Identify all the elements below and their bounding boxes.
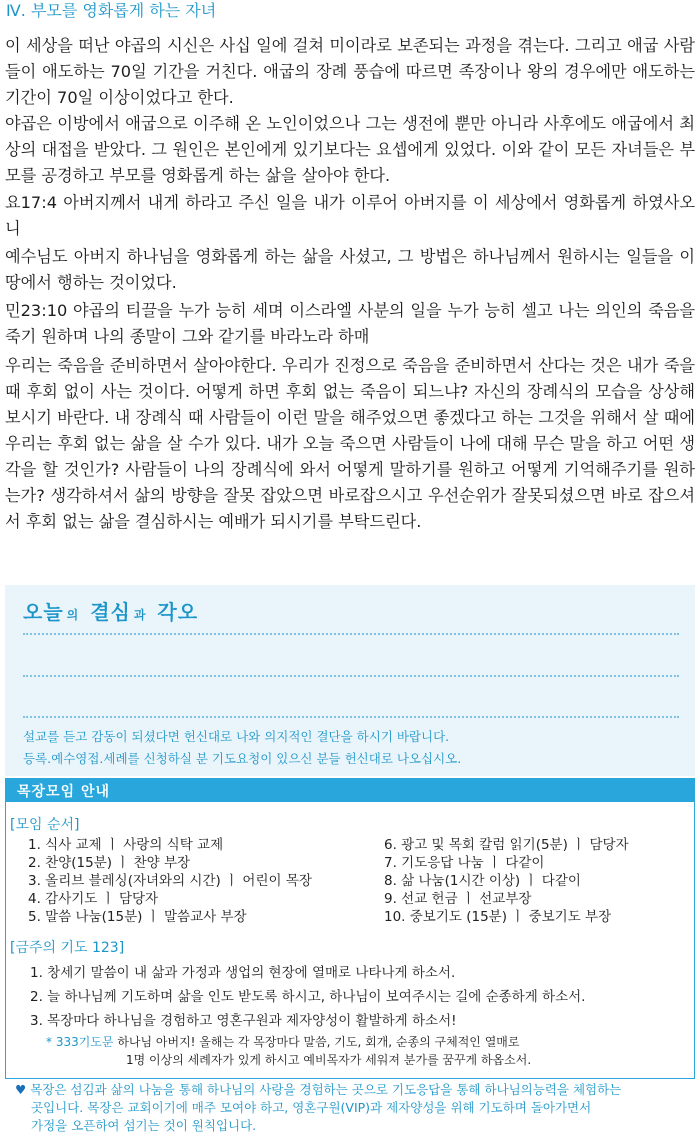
resolve-title-determination: 각오 [157,600,199,624]
order-item: 2. 찬양(15분) ㅣ 찬양 부장 [28,855,191,871]
section-title: Ⅳ. 부모를 영화롭게 하는 자녀 [6,1,217,20]
paragraph-numbers-23-10 [5,298,695,350]
prayer-item: 3. 목장마다 하나님을 경험하고 영혼구원과 제자양성이 활발하게 하소서! [30,1013,457,1029]
resolve-title-resolution: 결심 [90,600,131,624]
order-item: 5. 말씀 나눔(15분) ㅣ 말씀교사 부장 [28,909,247,925]
heart-icon: ♥ [15,1082,27,1097]
order-item: 10. 중보기도 (15분) ㅣ 중보기도 부장 [384,909,612,925]
prayer-item: 2. 늘 하나님께 기도하며 삶을 인도 받도록 하시고, 하나님이 보여주시는 길에 순종하게 하소서. [30,989,586,1005]
paragraph-john-17-4 [5,190,695,242]
bottom-note-text: 목장은 섬김과 삶의 나눔을 통해 하나님의 사랑을 경험하는 곳으로 기도응답을 통해 하나님의능력을 체험하는 [26,1082,622,1097]
prayer-333-text: 1명 이상의 세례자가 있게 하시고 예비목자가 세워져 분가를 꿈꾸게 하옵소서. [126,1053,532,1067]
resolve-note: 설교를 듣고 감동이 되셨다면 헌신대로 나와 의지적인 결단을 하시기 바랍니다. [23,729,450,744]
prayer-333-note [46,1033,531,1069]
order-item: 4. 감사기도 ㅣ 담당자 [28,891,159,907]
resolve-note: 등록.예수영접.세례를 신청하실 분 기도요청이 있으신 분들 헌신대로 나오십시오. [23,751,462,766]
order-item: 6. 광고 및 목회 칼럼 읽기(5분) ㅣ 담당자 [384,837,629,853]
paragraph-text: 민23:10 야곱의 티끌을 누가 능히 세며 이스라엘 사분의 일을 누가 능히 셀고 나는 의인의 죽음을 죽기 원하며 나의 종말이 그와 같기를 바라노라 하매 [5,301,695,346]
order-item: 8. 삶 나눔(1시간 이상) ㅣ 다같이 [384,873,581,889]
resolve-title [23,596,198,625]
bottom-note-text: 곳입니다. 목장은 교회이기에 매주 모여야 하고, 영혼구원(VIP)과 제자양성을 위해 기도하며 돌아가면서 [31,1100,592,1115]
paragraph-text: 야곱은 이방에서 애굽으로 이주해 온 노인이었으나 그는 생전에 뿐만 아니라 사후에도 애굽에서 최상의 대접을 받았다. 그 원인은 본인에게 있기보다는 요셉에게 있었다. 이와 같이 모든 자녀들은 부모를 공경하고 부모를 영화롭게 하는 삶을 살아야 한다. [5,114,695,185]
order-item: 3. 올리브 블레싱(자녀와의 시간) ㅣ 어린이 목장 [28,873,312,889]
paragraph-prepare-death [5,353,695,535]
paragraph-text: 요17:4 아버지께서 내게 하라고 주신 일을 내가 이루어 아버지를 이 세상에서 영화롭게 하였사오니 [5,193,695,238]
writing-line[interactable] [23,675,679,677]
order-list-left [28,836,312,926]
resolve-box [5,585,695,776]
writing-line[interactable] [23,633,679,635]
paragraph-text: 우리는 죽음을 준비하면서 살아야한다. 우리가 진정으로 죽음을 준비하면서 산다는 것은 내가 죽을 때 후회 없이 사는 것이다. 어떻게 하면 후회 없는 죽음이 되느냐? 자신의 장례식의 모습을 상상해보시기 바란다. 내 장례식 때 사람들이 이런 말을 해주었으면 좋겠다고 하는 그것을 위해서 살 때에 우리는 후회 없는 삶을 살 수가 있다. 내가 오늘 죽으면 사람들이 나에 대해 무슨 말을 하고 어떤 생각을 할 것인가? 사람들이 나의 장례식에 와서 어떻게 말하기를 원하고 어떻게 기억해주기를 원하는가? 생각하셔서 삶의 방향을 잘못 잡았으면 바로잡으시고 우선순위가 잘못되셨으면 바로 잡으셔서 후회 없는 삶을 결심하시는 예배가 되시기를 부탁드린다. [5,356,695,531]
order-title: [모임 순서] [10,817,80,833]
paragraph-text: 예수님도 아버지 하나님을 영화롭게 하는 삶을 사셨고, 그 방법은 하나님께서 원하시는 일들을 이 땅에서 행하는 것이었다. [5,247,695,292]
prayer-item: 1. 창세기 말씀이 내 삶과 가정과 생업의 현장에 열매로 나타나게 하소서. [30,965,456,981]
guide-header: 목장모임 안내 [17,784,111,800]
paragraph-jacob-burial [5,33,695,189]
order-item: 9. 선교 헌금 ㅣ 선교부장 [384,891,532,907]
bottom-note [5,1081,695,1135]
resolve-title-particle: 과 [133,608,147,622]
order-list-right [384,836,629,926]
bottom-note-text: 가정을 오픈하여 섬기는 것이 원칙입니다. [31,1118,257,1133]
paragraph-jesus [5,244,695,296]
order-item: 1. 식사 교제 ㅣ 사랑의 식탁 교제 [28,837,224,853]
writing-line[interactable] [23,716,679,718]
guide-header-bar [5,778,695,802]
paragraph-text: 이 세상을 떠난 야곱의 시신은 사십 일에 걸쳐 미이라로 보존되는 과정을 겪는다. 그리고 애굽 사람들이 애도하는 70일 기간을 거친다. 애굽의 장례 풍습에 따르면 족장이나 왕의 경우에만 애도하는 기간이 70일 이상이었다고 한다. [5,36,695,107]
prayer-list [30,961,585,1033]
resolve-title-today: 오늘 [23,600,64,624]
prayer-333-text: 하나님 아버지! 올해는 각 목장마다 말씀, 기도, 회개, 순종의 구체적인 열매로 [113,1035,520,1049]
resolve-title-particle: 의 [66,608,80,622]
order-item: 7. 기도응답 나눔 ㅣ 다같이 [384,855,545,871]
prayer-title: [금주의 기도 123] [10,940,125,956]
prayer-333-label: * 333기도문 [46,1035,114,1049]
